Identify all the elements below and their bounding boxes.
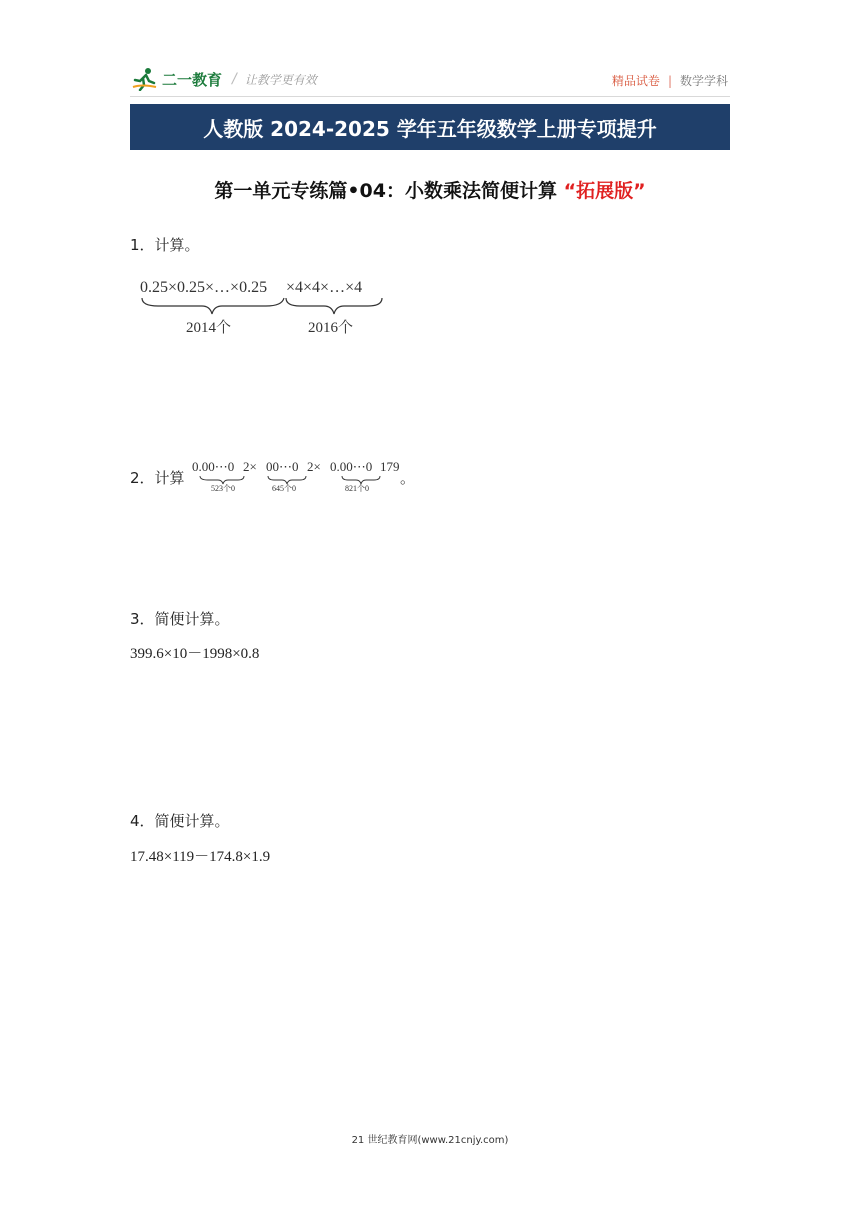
page-footer: 21 世纪教育网(www.21cnjy.com) bbox=[351, 1135, 509, 1146]
q2-op2: 2× bbox=[307, 459, 321, 474]
logo-text: 二一教育 bbox=[162, 70, 223, 89]
q2-part3: 0.00⋯0 bbox=[330, 459, 373, 474]
q2-under-2: 645个0 bbox=[272, 484, 296, 493]
question-1-label: 1．计算。 bbox=[130, 236, 200, 254]
runner-logo-icon bbox=[132, 67, 158, 91]
q2-part2: 00⋯0 bbox=[266, 459, 299, 474]
q2-under-1: 523个0 bbox=[211, 484, 235, 493]
question-2-label: 2．计算 bbox=[130, 469, 185, 487]
header-tag-exam: 精品试卷 bbox=[611, 74, 660, 88]
question-4-label: 4．简便计算。 bbox=[130, 812, 230, 830]
q2-under-3: 821个0 bbox=[345, 484, 369, 493]
q1-expr-right: ×4×4×…×4 bbox=[286, 279, 363, 296]
subtitle-main: 第一单元专练篇•04：小数乘法简便计算 bbox=[214, 180, 557, 202]
q2-end-period: 。 bbox=[400, 469, 416, 487]
q1-expr-left: 0.25×0.25×…×0.25 bbox=[140, 279, 268, 296]
subtitle-highlight: “拓展版” bbox=[563, 180, 646, 202]
q2-op1: 2× bbox=[243, 459, 257, 474]
q2-brace-2 bbox=[268, 476, 306, 484]
question-3-expression: 399.6×10－1998×0.8 bbox=[130, 646, 260, 662]
page-subtitle bbox=[130, 176, 730, 203]
question-3-label: 3．简便计算。 bbox=[130, 610, 230, 628]
q1-left-brace bbox=[142, 298, 284, 314]
q1-right-brace bbox=[286, 298, 382, 314]
header-divider bbox=[130, 96, 730, 97]
question-4-expression: 17.48×119－174.8×1.9 bbox=[130, 849, 271, 865]
q1-left-count: 2014个 bbox=[186, 320, 232, 336]
logo-divider: / bbox=[232, 71, 237, 87]
site-logo[interactable] bbox=[132, 66, 317, 92]
q2-part1: 0.00⋯0 bbox=[192, 459, 235, 474]
question-2-expression bbox=[190, 456, 420, 496]
q2-brace-3 bbox=[342, 476, 380, 484]
q2-tail: 179 bbox=[380, 459, 400, 474]
question-1-expression bbox=[138, 272, 398, 342]
logo-slogan: 让教学更有效 bbox=[244, 72, 317, 87]
title-banner bbox=[130, 104, 730, 150]
q2-brace-1 bbox=[200, 476, 244, 484]
q1-right-count: 2016个 bbox=[308, 320, 354, 336]
header-subject bbox=[612, 72, 728, 89]
banner-title: 人教版 2024-2025 学年五年级数学上册专项提升 bbox=[203, 116, 657, 141]
header-tag-subject: 数学学科 bbox=[679, 74, 728, 88]
header-separator: | bbox=[667, 73, 672, 88]
